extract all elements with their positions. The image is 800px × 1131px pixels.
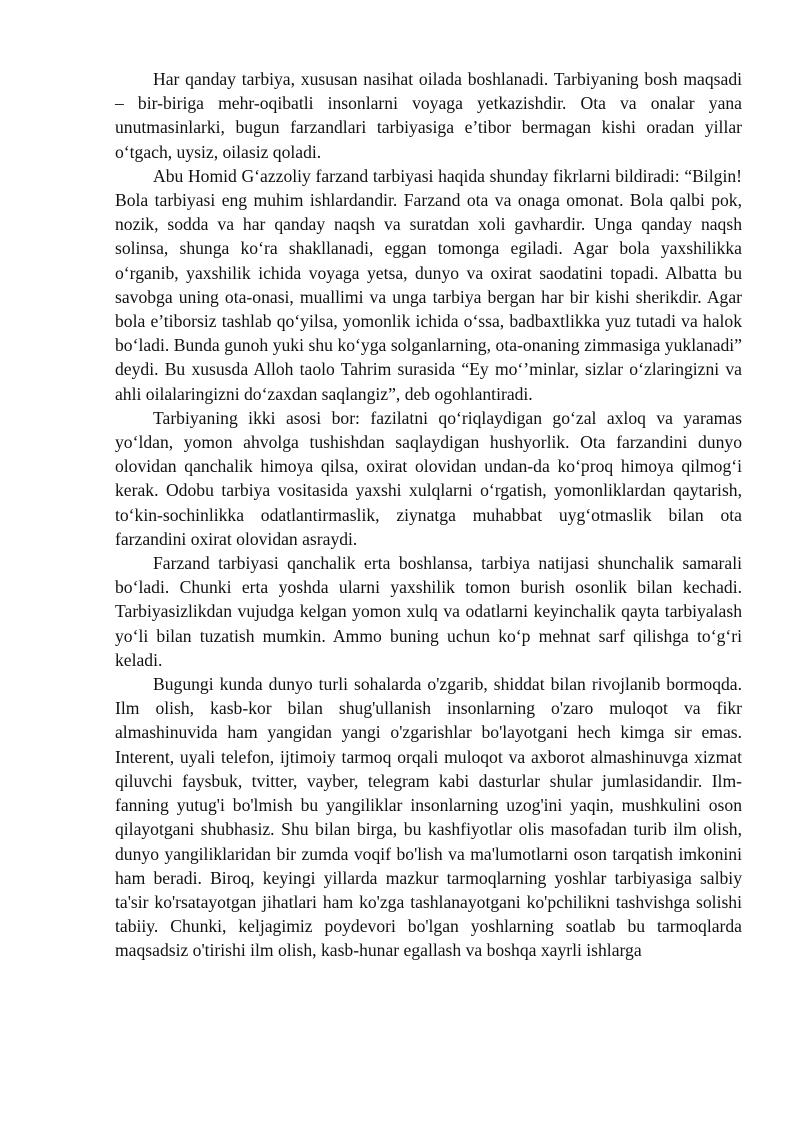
- paragraph-two-foundations: Tarbiyaning ikki asosi bor: fazilatni qo‘riqlaydigan go‘zal axloq va yaramas yo‘ldan, yomon ahvolga tushishdan saqlaydigan hushyorlik. Ota farzandini dunyo olovidan qanchalik himoya qilsa, oxirat olovidan undan-da ko‘proq himoya qilmog‘i kerak. Odobu tarbiya vositasida yaxshi xulqlarni o‘rgatish, yomonliklardan qaytarish, to‘kin-sochinlikka odatlantirmaslik, ziynatga muhabbat uyg‘otmaslik bilan ota farzandini oxirat olovidan asraydi.: [115, 407, 742, 549]
- paragraph-ghazali-quote: Abu Homid G‘azzoliy farzand tarbiyasi haqida shunday fikrlarni bildiradi: “Bilgin! Bola tarbiyasi eng muhim ishlardandir. Farzand ota va onaga omonat. Bola qalbi pok, nozik, sodda va har qanday naqsh va suratdan xoli gavhardir. Unga qanday naqsh solinsa, shunga ko‘ra shakllanadi, eggan tomonga egiladi. Agar bola yaxshilikka o‘rganib, yaxshilik ichida voyaga yetsa, dunyo va oxirat saodatini topadi. Albatta bu savobga uning ota-onasi, muallimi va unga tarbiya bergan har bir kishi sherikdir. Agar bola e’tiborsiz tashlab qo‘yilsa, yomonlik ichida o‘ssa, badbaxtlikka yuz tutadi va halok bo‘ladi. Bunda gunoh yuki shu ko‘yga solganlarning, ota-onaning zimmasiga yuklanadi” deydi. Bu xususda Alloh taolo Tahrim surasida “Ey mo‘’minlar, sizlar o‘zlaringizni va ahli oilalaringizni do‘zaxdan saqlangiz”, deb ogohlantiradi.: [115, 165, 742, 404]
- document-page: [115, 67, 742, 963]
- paragraph-early-upbringing: Farzand tarbiyasi qanchalik erta boshlansa, tarbiya natijasi shunchalik samarali bo‘ladi. Chunki erta yoshda ularni yaxshilik tomon burish osonlik bilan kechadi. Tarbiyasizlikdan vujudga kelgan yomon xulq va odatlarni keyinchalik qayta tarbiyalash yo‘li bilan tuzatish mumkin. Ammo buning uchun ko‘p mehnat sarf qilishga to‘g‘ri keladi.: [115, 553, 742, 670]
- paragraph-modern-networks: Bugungi kunda dunyo turli sohalarda o'zgarib, shiddat bilan rivojlanib bormoqda. Ilm olish, kasb-kor bilan shug'ullanish insonlarning o'zaro muloqot va fikr almashinuvida ham yangidan yangi o'zgarishlar bo'layotgani hech kimga sir emas. Interent, uyali telefon, ijtimoiy tarmoq orqali muloqot va axborot almashinuvga xizmat qiluvchi faysbuk, tvitter, vayber, telegram kabi dasturlar shular jumlasidandir. Ilm-fanning yutug'i bo'lmish bu yangiliklar insonlarning uzog'ini yaqin, mushkulini oson qilayotgani shubhasiz. Shu bilan birga, bu kashfiyotlar olis masofadan turib ilm olish, dunyo yangiliklaridan bir zumda voqif bo'lish va ma'lumotlarni oson tarqatish imkonini ham beradi. Biroq, keyingi yillarda mazkur tarmoqlarning yoshlar tarbiyasiga salbiy ta'sir ko'rsatayotgan jihatlari ham ko'zga tashlanayotgani ko'pchilikni tashvishga solishi tabiiy. Chunki, keljagimiz poydevori bo'lgan yoshlarning soatlab bu tarmoqlarda maqsadsiz o'tirishi ilm olish, kasb-hunar egallash va boshqa xayrli ishlarga: [115, 674, 742, 961]
- paragraph-upbringing-starts-in-family: Har qanday tarbiya, xususan nasihat oilada boshlanadi. Tarbiyaning bosh maqsadi – bir-biriga mehr-oqibatli insonlarni voyaga yetkazishdir. Ota va onalar yana unutmasinlarki, bugun farzandlari tarbiyasiga e’tibor bermagan kishi oradan yillar o‘tgach, uysiz, oilasiz qoladi.: [115, 69, 742, 162]
